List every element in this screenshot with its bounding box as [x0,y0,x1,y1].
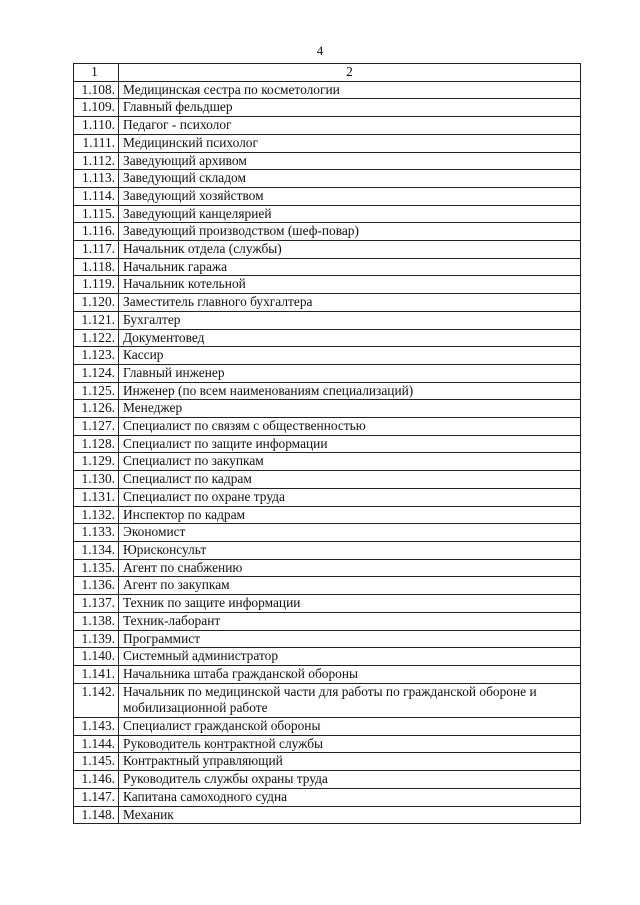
table-row [74,788,581,806]
table-row [74,718,581,736]
row-number: 1.113. [74,170,119,188]
row-position-title: Начальник котельной [119,276,581,294]
table-row [74,117,581,135]
row-number: 1.118. [74,258,119,276]
row-number: 1.148. [74,806,119,824]
row-position-title: Контрактный управляющий [119,753,581,771]
row-number: 1.114. [74,187,119,205]
row-number: 1.109. [74,99,119,117]
row-position-title: Специалист по закупкам [119,453,581,471]
row-position-title: Заведующий хозяйством [119,187,581,205]
row-number: 1.127. [74,418,119,436]
row-position-title: Медицинская сестра по косметологии [119,81,581,99]
row-position-title: Юрисконсульт [119,541,581,559]
row-position-title: Главный инженер [119,364,581,382]
row-number: 1.147. [74,788,119,806]
row-number: 1.119. [74,276,119,294]
row-position-title: Специалист по связям с общественностью [119,418,581,436]
row-number: 1.117. [74,241,119,259]
row-position-title: Инспектор по кадрам [119,506,581,524]
table-row [74,205,581,223]
header-col-1: 1 [74,64,119,82]
row-number: 1.124. [74,364,119,382]
table-row [74,630,581,648]
table-row [74,471,581,489]
row-position-title: Документовед [119,329,581,347]
table-row [74,435,581,453]
row-number: 1.121. [74,311,119,329]
table-row [74,559,581,577]
table-row [74,134,581,152]
row-number: 1.131. [74,488,119,506]
table-row [74,258,581,276]
row-number: 1.140. [74,648,119,666]
row-number: 1.111. [74,134,119,152]
row-number: 1.123. [74,347,119,365]
table-row [74,187,581,205]
row-position-title: Специалист по защите информации [119,435,581,453]
row-position-title: Инженер (по всем наименованиям специализаций) [119,382,581,400]
table-row [74,294,581,312]
row-position-title: Заведующий производством (шеф-повар) [119,223,581,241]
row-position-title: Главный фельдшер [119,99,581,117]
row-position-title: Специалист по кадрам [119,471,581,489]
row-position-title: Руководитель службы охраны труда [119,771,581,789]
table-row [74,771,581,789]
row-number: 1.143. [74,718,119,736]
positions-table [73,63,581,824]
row-position-title: Менеджер [119,400,581,418]
row-number: 1.126. [74,400,119,418]
table-row [74,400,581,418]
table-row [74,347,581,365]
row-position-title: Медицинский психолог [119,134,581,152]
header-col-2: 2 [119,64,581,82]
table-body [74,64,581,824]
row-number: 1.129. [74,453,119,471]
table-row [74,382,581,400]
table-row [74,170,581,188]
table-row [74,595,581,613]
table-row [74,364,581,382]
row-number: 1.134. [74,541,119,559]
row-position-title: Заместитель главного бухгалтера [119,294,581,312]
table-row [74,735,581,753]
row-number: 1.145. [74,753,119,771]
table-row [74,329,581,347]
table-row [74,223,581,241]
row-position-title: Заведующий складом [119,170,581,188]
table-row [74,152,581,170]
row-number: 1.141. [74,665,119,683]
row-position-title: Бухгалтер [119,311,581,329]
table-row [74,418,581,436]
table-row [74,612,581,630]
row-position-title: Начальника штаба гражданской обороны [119,665,581,683]
row-position-title: Заведующий канцелярией [119,205,581,223]
table-row [74,99,581,117]
row-position-title: Кассир [119,347,581,365]
row-position-title: Специалист гражданской обороны [119,718,581,736]
table-row [74,683,581,717]
page-number: 4 [316,43,324,58]
row-number: 1.110. [74,117,119,135]
row-position-title: Начальник по медицинской части для работы по гражданской обороне и мобилизационной работе [119,683,581,717]
table-row [74,524,581,542]
table-row [74,665,581,683]
row-position-title: Агент по закупкам [119,577,581,595]
row-number: 1.144. [74,735,119,753]
row-number: 1.132. [74,506,119,524]
row-position-title: Капитана самоходного судна [119,788,581,806]
table-row [74,81,581,99]
table-row [74,577,581,595]
row-position-title: Техник-лаборант [119,612,581,630]
table-header-row [74,64,581,82]
row-number: 1.116. [74,223,119,241]
table-row [74,648,581,666]
row-number: 1.120. [74,294,119,312]
row-position-title: Системный администратор [119,648,581,666]
row-position-title: Экономист [119,524,581,542]
row-number: 1.133. [74,524,119,542]
row-number: 1.122. [74,329,119,347]
row-position-title: Агент по снабжению [119,559,581,577]
table-row [74,806,581,824]
row-position-title: Механик [119,806,581,824]
row-number: 1.125. [74,382,119,400]
table-row [74,753,581,771]
row-number: 1.112. [74,152,119,170]
table-row [74,488,581,506]
row-number: 1.136. [74,577,119,595]
row-number: 1.146. [74,771,119,789]
row-position-title: Техник по защите информации [119,595,581,613]
row-position-title: Начальник гаража [119,258,581,276]
row-position-title: Руководитель контрактной службы [119,735,581,753]
row-number: 1.115. [74,205,119,223]
row-number: 1.142. [74,683,119,717]
row-position-title: Заведующий архивом [119,152,581,170]
row-position-title: Программист [119,630,581,648]
table-row [74,241,581,259]
table-row [74,276,581,294]
row-number: 1.135. [74,559,119,577]
row-position-title: Начальник отдела (службы) [119,241,581,259]
row-number: 1.138. [74,612,119,630]
row-number: 1.130. [74,471,119,489]
row-number: 1.137. [74,595,119,613]
row-number: 1.139. [74,630,119,648]
table-row [74,506,581,524]
row-position-title: Специалист по охране труда [119,488,581,506]
row-position-title: Педагог - психолог [119,117,581,135]
table-row [74,311,581,329]
table-row [74,453,581,471]
row-number: 1.108. [74,81,119,99]
table-row [74,541,581,559]
row-number: 1.128. [74,435,119,453]
